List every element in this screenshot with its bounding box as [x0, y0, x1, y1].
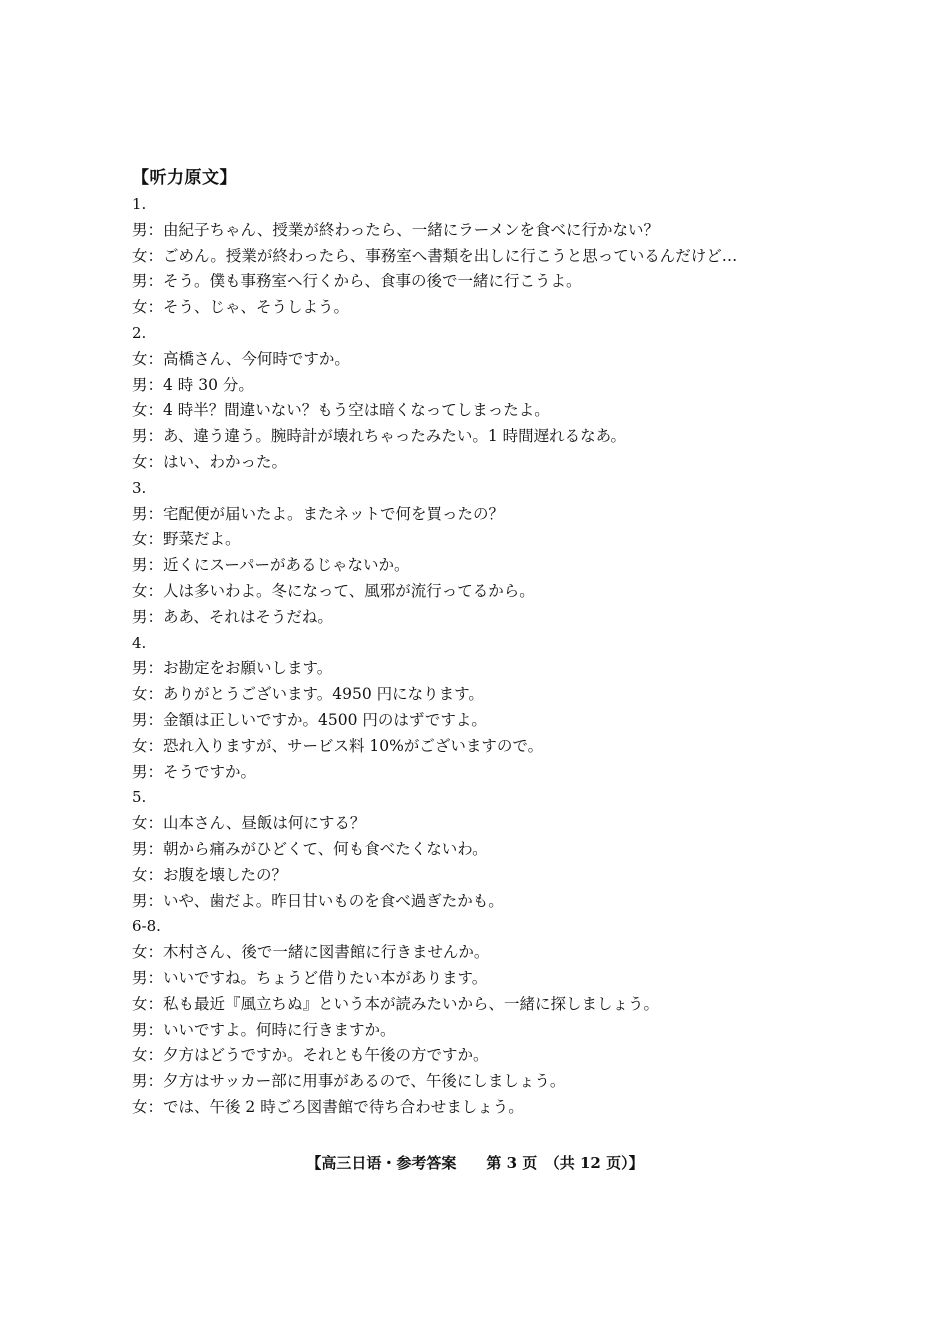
transcript-body	[132, 192, 832, 1121]
dialogue-line: 女：ごめん。授業が終わったら、事務室へ書類を出しに行こうと思っているんだけど…	[132, 246, 738, 265]
dialogue-line: 男：あ、違う違う。腕時計が壊れちゃったみたい。1 時間遅れるなあ。	[132, 427, 627, 446]
question-number: 3.	[132, 478, 147, 497]
dialogue-line: 男：宅配便が届いたよ。またネットで何を買ったの？	[132, 504, 505, 523]
dialogue-line: 男：お勘定をお願いします。	[132, 659, 333, 678]
dialogue-line: 女：私も最近『風立ちぬ』という本が読みたいから、一緒に探しましょう。	[132, 994, 660, 1013]
dialogue-line: 女：4 時半？間違いない？もう空は暗くなってしまったよ。	[132, 401, 550, 420]
dialogue-line: 女：高橋さん、今何時ですか。	[132, 349, 350, 368]
dialogue-line: 女：野菜だよ。	[132, 530, 241, 549]
question-number: 1.	[132, 195, 147, 213]
section-heading: 【听力原文】	[132, 168, 237, 188]
dialogue-line: 男：4 時 30 分。	[132, 375, 254, 394]
dialogue-line: 女：では、午後 2 時ごろ図書館で待ち合わせましょう。	[132, 1097, 524, 1116]
dialogue-line: 男：そうですか。	[132, 762, 257, 781]
dialogue-line: 女：人は多いわよ。冬になって、風邪が流行ってるから。	[132, 581, 535, 600]
dialogue-line: 女：木村さん、後で一緒に図書館に行きませんか。	[132, 943, 490, 962]
dialogue-line: 男：夕方はサッカー部に用事があるので、午後にしましょう。	[132, 1072, 566, 1091]
question-number: 2.	[132, 323, 147, 342]
dialogue-line: 男：朝から痛みがひどくて、何も食べたくないわ。	[132, 839, 488, 858]
dialogue-line: 女：ありがとうございます。4950 円になります。	[132, 685, 484, 704]
question-number: 6-8.	[132, 917, 161, 936]
dialogue-line: 女：山本さん、昼飯は何にする？	[132, 814, 366, 833]
dialogue-line: 女：はい、わかった。	[132, 452, 288, 471]
dialogue-line: 女：お腹を壊したの？	[132, 865, 288, 884]
dialogue-line: 女：夕方はどうですか。それとも午後の方ですか。	[132, 1046, 489, 1065]
dialogue-line: 女：そう、じゃ、そうしよう。	[132, 298, 350, 317]
dialogue-line: 男：そう。僕も事務室へ行くから、食事の後で一緒に行こうよ。	[132, 272, 582, 291]
question-number: 4.	[132, 633, 147, 652]
question-number: 5.	[132, 788, 147, 807]
dialogue-line: 男：由紀子ちゃん、授業が終わったら、一緒にラーメンを食べに行かない？	[132, 220, 660, 239]
dialogue-line: 男：いいですよ。何時に行きますか。	[132, 1020, 396, 1039]
dialogue-line: 男：いや、歯だよ。昨日甘いものを食べ過ぎたかも。	[132, 891, 504, 910]
dialogue-line: 女：恐れ入りますが、サービス料 10%がございますので。	[132, 736, 544, 755]
dialogue-line: 男：いいですね。ちょうど借りたい本があります。	[132, 968, 488, 987]
page-footer: 【高三日语・参考答案 第 3 页 （共 12 页）】	[306, 1154, 644, 1172]
dialogue-line: 男：近くにスーパーがあるじゃないか。	[132, 556, 410, 575]
dialogue-line: 男：金額は正しいですか。4500 円のはずですよ。	[132, 710, 487, 729]
dialogue-line: 男：ああ、それはそうだね。	[132, 607, 333, 626]
